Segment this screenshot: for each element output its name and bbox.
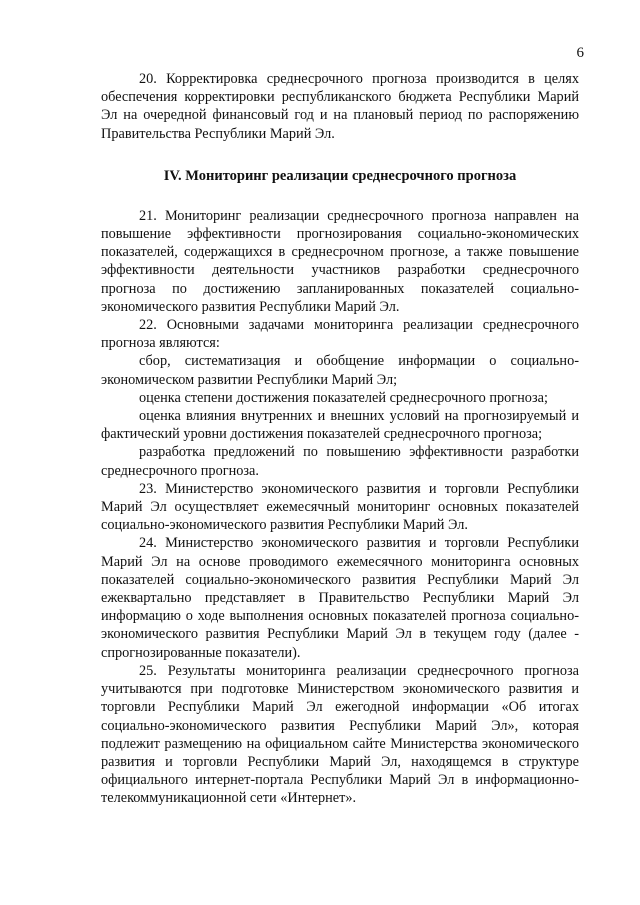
paragraph-23: 23. Министерство экономического развития и торговли Республики Марий Эл осуществляет ежемесячный мониторинг основных показателей социально-экономического развития Республики Марий Эл. <box>101 480 579 534</box>
task-item-conditions: оценка влияния внутренних и внешних условий на прогнозируемый и фактический уровни достижения показателей среднесрочного прогноза; <box>101 408 579 443</box>
page-number: 6 <box>576 45 584 61</box>
paragraph-25: 25. Результаты мониторинга реализации среднесрочного прогноза учитываются при подготовке Министерством экономического развития и торговли Республики Марий Эл ежегодной информации «Об итогах социально-экономического развития Республики Марий Эл», которая подлежит размещению на официальном сайте Министерства экономического развития и торговли Республики Марий Эл, находящемся в структуре официального интернет-портала Республики Марий Эл в информационно-телекоммуникационной сети «Интернет». <box>101 662 579 807</box>
paragraph-21: 21. Мониторинг реализации среднесрочного прогноза направлен на повышение эффективности прогнозирования социально-экономических показателей, содержащихся в среднесрочном прогнозе, а также повышение эффективности деятельности участников разработки среднесрочного прогноза по достижению запланированных показателей социально-экономического развития Республики Марий Эл. <box>101 207 579 315</box>
task-item-proposals: разработка предложений по повышению эффективности разработки среднесрочного прогноза. <box>101 444 579 479</box>
paragraph-24: 24. Министерство экономического развития и торговли Республики Марий Эл на основе проводимого ежемесячного мониторинга основных показателей социально-экономического развития Республики Марий Эл ежеквартально представляет в Правительство Республики Марий Эл информацию о ходе выполнения основных показателей прогноза социально-экономического развития Республики Марий Эл в текущем году (далее - спрогнозированные показатели). <box>101 535 579 661</box>
paragraph-20: 20. Корректировка среднесрочного прогноза производится в целях обеспечения корректировки республиканского бюджета Республики Марий Эл на очередной финансовый год и на плановый период по распоряжению Правительства Республики Марий Эл. <box>101 71 579 142</box>
section-heading: IV. Мониторинг реализации среднесрочного прогноза <box>163 167 517 184</box>
paragraph-22: 22. Основными задачами мониторинга реализации среднесрочного прогноза являются: <box>101 317 579 352</box>
task-item-assessment: оценка степени достижения показателей среднесрочного прогноза; <box>139 389 548 406</box>
document-body <box>101 70 579 808</box>
task-item-collection: сбор, систематизация и обобщение информации о социально-экономическом развитии Республики Марий Эл; <box>101 353 579 388</box>
